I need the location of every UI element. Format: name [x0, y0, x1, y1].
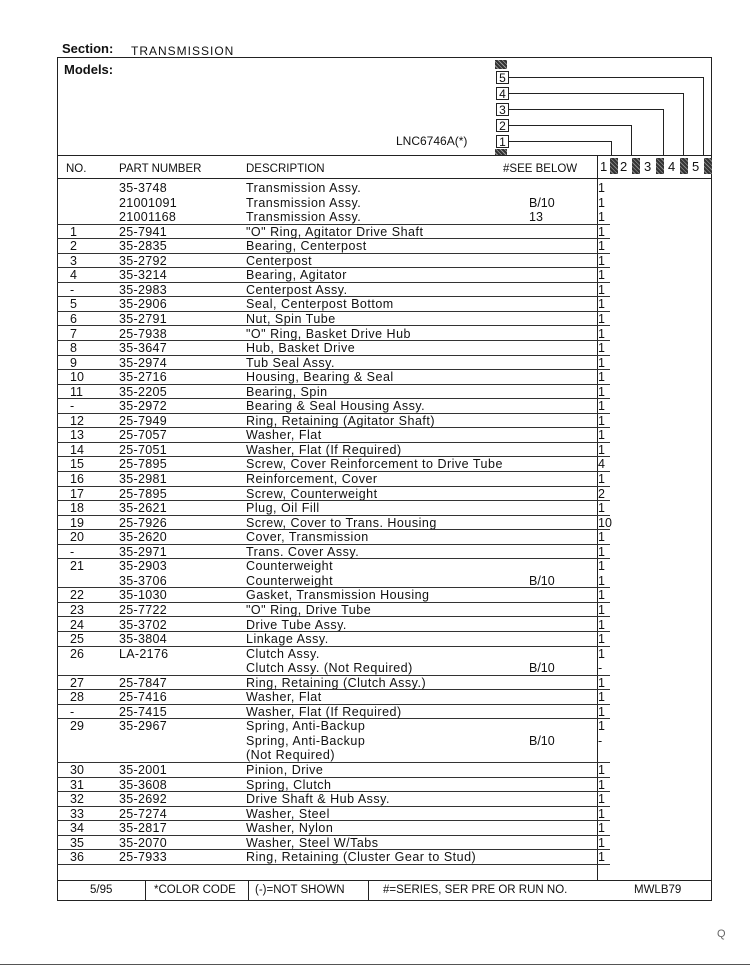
row-no: -: [70, 544, 75, 559]
table-row: [57, 719, 712, 734]
row-part-number: 25-7933: [119, 850, 167, 865]
row-no: 31: [70, 777, 84, 792]
row-no: 23: [70, 602, 84, 617]
row-qty: 1: [598, 719, 605, 734]
table-row: [57, 778, 712, 793]
section-label: Section:: [62, 41, 114, 56]
row-part-number: 25-7949: [119, 413, 167, 428]
table-row: [57, 836, 712, 851]
table-row: [57, 472, 712, 487]
row-qty: -: [598, 733, 603, 748]
row-part-number: 25-7926: [119, 515, 167, 530]
footer-rule: [57, 880, 712, 881]
row-part-number: 35-2967: [119, 719, 167, 734]
row-qty: 4: [598, 457, 605, 472]
row-no: 36: [70, 850, 84, 865]
table-row: [57, 516, 712, 531]
row-part-number: 35-2692: [119, 792, 167, 807]
table-row: [57, 676, 712, 691]
row-part-number: 35-2070: [119, 835, 167, 850]
row-no: 14: [70, 442, 84, 457]
row-part-number: 35-2906: [119, 297, 167, 312]
row-no: 17: [70, 486, 84, 501]
row-part-number: 35-2981: [119, 472, 167, 486]
table-row: [57, 661, 712, 676]
bracket-line-2: [509, 125, 631, 126]
row-description: Cover, Transmission: [246, 530, 369, 545]
row-description: Washer, Flat (If Required): [246, 704, 402, 719]
row-description: Bearing, Spin: [246, 384, 328, 399]
row-no: 16: [70, 472, 84, 486]
row-part-number: 35-3748: [119, 181, 167, 195]
col-header-see-below: #SEE BELOW: [503, 163, 578, 175]
row-no: 11: [70, 384, 83, 399]
row-no: -: [70, 704, 75, 719]
table-row: [57, 341, 712, 356]
row-qty: 1: [598, 690, 605, 705]
col-header-description: DESCRIPTION: [246, 163, 325, 175]
row-part-number: 35-2903: [119, 559, 167, 574]
row-qty: 1: [598, 355, 605, 370]
row-part-number: 35-2620: [119, 530, 167, 545]
row-qty: 1: [598, 282, 605, 297]
table-row: [57, 254, 712, 269]
row-qty: 1: [598, 573, 605, 588]
row-part-number: 35-2971: [119, 544, 167, 559]
col-header-no: NO.: [66, 163, 87, 175]
table-row: [57, 196, 712, 211]
row-qty: 1: [598, 617, 605, 632]
row-description: Gasket, Transmission Housing: [246, 588, 430, 603]
table-row: [57, 225, 712, 240]
table-row: [57, 588, 712, 603]
row-description: Transmission Assy.: [246, 210, 362, 225]
table-row: [57, 705, 712, 720]
table-row: [57, 530, 712, 545]
row-qty: 1: [598, 821, 605, 836]
row-no: 20: [70, 530, 84, 545]
row-description: Spring, Anti-Backup: [246, 733, 366, 748]
table-row: [57, 399, 712, 414]
row-no: 6: [70, 311, 77, 326]
bracket-line-5: [509, 77, 703, 78]
row-description: Washer, Flat: [246, 690, 322, 705]
row-description: Counterweight: [246, 559, 334, 574]
row-qty: 2: [598, 486, 605, 501]
footer-divider-2: [248, 880, 249, 901]
row-description: "O" Ring, Agitator Drive Shaft: [246, 224, 424, 239]
model-col-shade-5: [704, 158, 712, 174]
row-description: Bearing & Seal Housing Assy.: [246, 399, 426, 414]
row-description: Spring, Clutch: [246, 777, 332, 792]
row-part-number: 25-7941: [119, 224, 167, 239]
row-qty: 1: [598, 428, 605, 443]
row-part-number: 35-2792: [119, 253, 167, 268]
row-no: 7: [70, 326, 77, 341]
row-no: 22: [70, 588, 84, 603]
row-description: Tub Seal Assy.: [246, 355, 335, 370]
bracket-v-5: [703, 77, 704, 155]
table-row: [57, 647, 712, 662]
row-qty: 1: [598, 602, 605, 617]
row-part-number: 35-2972: [119, 399, 167, 414]
row-no: 4: [70, 268, 77, 283]
bracket-v-2: [631, 125, 632, 155]
table-row: [57, 239, 712, 254]
table-row: [57, 501, 712, 516]
row-see-below: B/10: [529, 733, 555, 748]
footer-not-shown: (-)=NOT SHOWN: [255, 884, 345, 896]
table-row: [57, 457, 712, 472]
row-description: Drive Tube Assy.: [246, 617, 347, 632]
row-no: 32: [70, 792, 84, 807]
row-part-number: 25-7051: [119, 442, 167, 457]
model-bracket-3: 3: [496, 103, 509, 116]
model-shade-top: [495, 60, 507, 69]
footer-series-note: #=SERIES, SER PRE OR RUN NO.: [383, 884, 568, 896]
table-row: [57, 443, 712, 458]
row-no: 25: [70, 632, 84, 647]
row-part-number: 35-3804: [119, 632, 167, 647]
row-no: -: [70, 282, 75, 297]
row-part-number: 25-7416: [119, 690, 167, 705]
row-part-number: 35-2205: [119, 384, 167, 399]
row-part-number: 35-1030: [119, 588, 167, 603]
table-row: [57, 821, 712, 836]
bracket-v-3: [663, 109, 664, 155]
row-description: Screw, Counterweight: [246, 486, 378, 501]
row-part-number: 35-3608: [119, 777, 167, 792]
row-description: Clutch Assy.: [246, 646, 320, 661]
row-see-below: B/10: [529, 661, 555, 676]
row-description: Reinforcement, Cover: [246, 472, 378, 486]
row-description: Washer, Flat (If Required): [246, 442, 402, 457]
table-row: [57, 283, 712, 298]
table-row: [57, 428, 712, 443]
table-row: [57, 181, 712, 196]
row-part-number: 35-3647: [119, 341, 167, 356]
row-description: Washer, Steel W/Tabs: [246, 835, 379, 850]
footer-date: 5/95: [90, 884, 113, 896]
row-no: 2: [70, 239, 77, 254]
row-qty: 1: [598, 835, 605, 850]
bracket-v-1: [611, 141, 612, 155]
row-part-number: 35-2817: [119, 821, 167, 836]
row-qty: 1: [598, 341, 605, 356]
row-part-number: 35-2983: [119, 282, 167, 297]
row-qty: 1: [598, 210, 605, 225]
bracket-line-4: [509, 93, 683, 94]
page-bottom-rule: [0, 964, 750, 965]
row-description: Nut, Spin Tube: [246, 311, 336, 326]
model-bracket-4: 4: [496, 87, 509, 100]
row-description: Seal, Centerpost Bottom: [246, 297, 394, 312]
table-row: [57, 385, 712, 400]
row-qty: 1: [598, 268, 605, 283]
row-no: 21: [70, 559, 84, 574]
row-qty: 1: [598, 253, 605, 268]
row-description: Washer, Nylon: [246, 821, 334, 836]
model-col-5: 5: [692, 159, 700, 174]
row-no: 27: [70, 675, 84, 690]
model-col-shade-2: [632, 158, 640, 174]
row-description: Centerpost: [246, 253, 313, 268]
row-qty: 1: [598, 413, 605, 428]
model-bracket-2: 2: [496, 119, 509, 132]
row-qty: 1: [598, 472, 605, 486]
row-no: 19: [70, 515, 84, 530]
row-qty: 10: [598, 515, 612, 530]
row-qty: 1: [598, 224, 605, 239]
row-part-number: 25-7274: [119, 806, 167, 821]
row-description: Ring, Retaining (Clutch Assy.): [246, 675, 427, 690]
bracket-line-1: [509, 141, 611, 142]
row-description: Drive Shaft & Hub Assy.: [246, 792, 390, 807]
table-row: [57, 312, 712, 327]
footer-color-code: *COLOR CODE: [154, 884, 236, 896]
row-description: "O" Ring, Drive Tube: [246, 602, 372, 617]
row-description: "O" Ring, Basket Drive Hub: [246, 326, 411, 341]
row-no: 5: [70, 297, 77, 312]
row-qty: 1: [598, 675, 605, 690]
row-qty: 1: [598, 806, 605, 821]
model-col-2: 2: [620, 159, 628, 174]
row-part-number: 35-2791: [119, 311, 167, 326]
row-no: 30: [70, 763, 84, 777]
row-description: Ring, Retaining (Cluster Gear to Stud): [246, 850, 477, 865]
footer-divider-3: [368, 880, 369, 901]
section-value: TRANSMISSION: [131, 44, 235, 58]
table-row: [57, 632, 712, 647]
bracket-line-3: [509, 109, 663, 110]
row-description: Trans. Cover Assy.: [246, 544, 360, 559]
row-part-number: LA-2176: [119, 646, 169, 661]
row-qty: 1: [598, 588, 605, 603]
row-see-below: B/10: [529, 195, 555, 210]
row-qty: 1: [598, 384, 605, 399]
row-no: 35: [70, 835, 84, 850]
row-description: Washer, Steel: [246, 806, 330, 821]
row-qty: 1: [598, 632, 605, 647]
table-row: [57, 618, 712, 633]
table-row: [57, 792, 712, 807]
row-no: 28: [70, 690, 84, 705]
row-qty: 1: [598, 399, 605, 414]
table-row: [57, 559, 712, 574]
footer-divider-1: [145, 880, 146, 901]
row-description: (Not Required): [246, 748, 335, 763]
table-row: [57, 763, 712, 778]
row-no: 12: [70, 413, 84, 428]
row-part-number: 25-7722: [119, 602, 167, 617]
row-description: Pinion, Drive: [246, 763, 324, 777]
row-part-number: 35-2974: [119, 355, 167, 370]
row-qty: -: [598, 661, 603, 676]
row-no: 1: [70, 224, 77, 239]
row-qty: 1: [598, 530, 605, 545]
row-description: Ring, Retaining (Agitator Shaft): [246, 413, 436, 428]
row-qty: 1: [598, 370, 605, 385]
row-description: Transmission Assy.: [246, 181, 362, 195]
row-description: Centerpost Assy.: [246, 282, 348, 297]
row-no: 34: [70, 821, 84, 836]
row-qty: 1: [598, 559, 605, 574]
row-no: -: [70, 399, 75, 414]
table-row: [57, 487, 712, 502]
row-part-number: 35-2001: [119, 763, 167, 777]
row-part-number: 35-2835: [119, 239, 167, 254]
row-description: Clutch Assy. (Not Required): [246, 661, 413, 676]
row-see-below: 13: [529, 210, 543, 225]
table-row: [57, 327, 712, 342]
row-qty: 1: [598, 181, 605, 195]
row-no: 18: [70, 501, 84, 516]
table-row: [57, 370, 712, 385]
table-row: [57, 690, 712, 705]
model-col-shade-1: [610, 158, 618, 174]
row-description: Transmission Assy.: [246, 195, 362, 210]
row-description: Screw, Cover Reinforcement to Drive Tube: [246, 457, 503, 472]
row-no: 24: [70, 617, 84, 632]
row-qty: 1: [598, 297, 605, 312]
row-qty: 1: [598, 777, 605, 792]
row-no: 33: [70, 806, 84, 821]
row-part-number: 35-2716: [119, 370, 167, 385]
row-qty: 1: [598, 326, 605, 341]
model-col-3: 3: [644, 159, 652, 174]
models-label: Models:: [64, 62, 114, 77]
row-qty: 1: [598, 501, 605, 516]
row-part-number: 35-3702: [119, 617, 167, 632]
row-see-below: B/10: [529, 573, 555, 588]
row-description: Linkage Assy.: [246, 632, 329, 647]
row-part-number: 35-2621: [119, 501, 167, 516]
row-part-number: 21001091: [119, 195, 178, 210]
header-rule-bottom: [57, 178, 712, 179]
row-qty: 1: [598, 763, 605, 777]
model-col-shade-3: [656, 158, 664, 174]
table-row: [57, 268, 712, 283]
table-row: [57, 850, 712, 865]
row-no: 9: [70, 355, 77, 370]
row-part-number: 25-7938: [119, 326, 167, 341]
model-col-shade-4: [680, 158, 688, 174]
row-part-number: 25-7057: [119, 428, 167, 443]
margin-mark: Q: [717, 928, 726, 940]
model-code: LNC6746A(*): [396, 134, 468, 148]
model-col-1: 1: [600, 159, 608, 174]
row-part-number: 25-7415: [119, 704, 167, 719]
table-row: [57, 748, 712, 763]
row-description: Bearing, Agitator: [246, 268, 347, 283]
row-part-number: 25-7847: [119, 675, 167, 690]
row-description: Screw, Cover to Trans. Housing: [246, 515, 437, 530]
row-no: 3: [70, 253, 77, 268]
row-qty: 1: [598, 646, 605, 661]
row-description: Bearing, Centerpost: [246, 239, 367, 254]
row-description: Plug, Oil Fill: [246, 501, 320, 516]
row-description: Hub, Basket Drive: [246, 341, 356, 356]
row-part-number: 35-3214: [119, 268, 167, 283]
row-no: 8: [70, 341, 77, 356]
row-rule: [57, 864, 610, 865]
table-row: [57, 414, 712, 429]
row-no: 13: [70, 428, 84, 443]
row-description: Counterweight: [246, 573, 334, 588]
table-row: [57, 545, 712, 560]
bracket-v-4: [683, 93, 684, 155]
col-header-part-number: PART NUMBER: [119, 163, 202, 175]
row-part-number: 25-7895: [119, 457, 167, 472]
row-description: Housing, Bearing & Seal: [246, 370, 394, 385]
table-row: [57, 297, 712, 312]
row-description: Spring, Anti-Backup: [246, 719, 366, 734]
header-rule: [57, 155, 712, 156]
row-qty: 1: [598, 442, 605, 457]
row-no: 15: [70, 457, 84, 472]
row-part-number: 35-3706: [119, 573, 167, 588]
row-qty: 1: [598, 544, 605, 559]
model-bracket-1: 1: [496, 135, 509, 148]
row-qty: 1: [598, 195, 605, 210]
row-qty: 1: [598, 704, 605, 719]
row-no: 26: [70, 646, 84, 661]
table-row: [57, 734, 712, 749]
row-qty: 1: [598, 239, 605, 254]
footer-doc-id: MWLB79: [634, 884, 682, 896]
row-part-number: 25-7895: [119, 486, 167, 501]
table-row: [57, 356, 712, 371]
row-qty: 1: [598, 850, 605, 865]
table-row: [57, 603, 712, 618]
row-no: 29: [70, 719, 84, 734]
row-no: 10: [70, 370, 84, 385]
model-col-4: 4: [668, 159, 676, 174]
table-row: [57, 574, 712, 589]
table-row: [57, 807, 712, 822]
table-row: [57, 210, 712, 225]
row-description: Washer, Flat: [246, 428, 322, 443]
row-qty: 1: [598, 311, 605, 326]
model-bracket-5: 5: [496, 71, 509, 84]
row-part-number: 21001168: [119, 210, 177, 225]
row-qty: 1: [598, 792, 605, 807]
